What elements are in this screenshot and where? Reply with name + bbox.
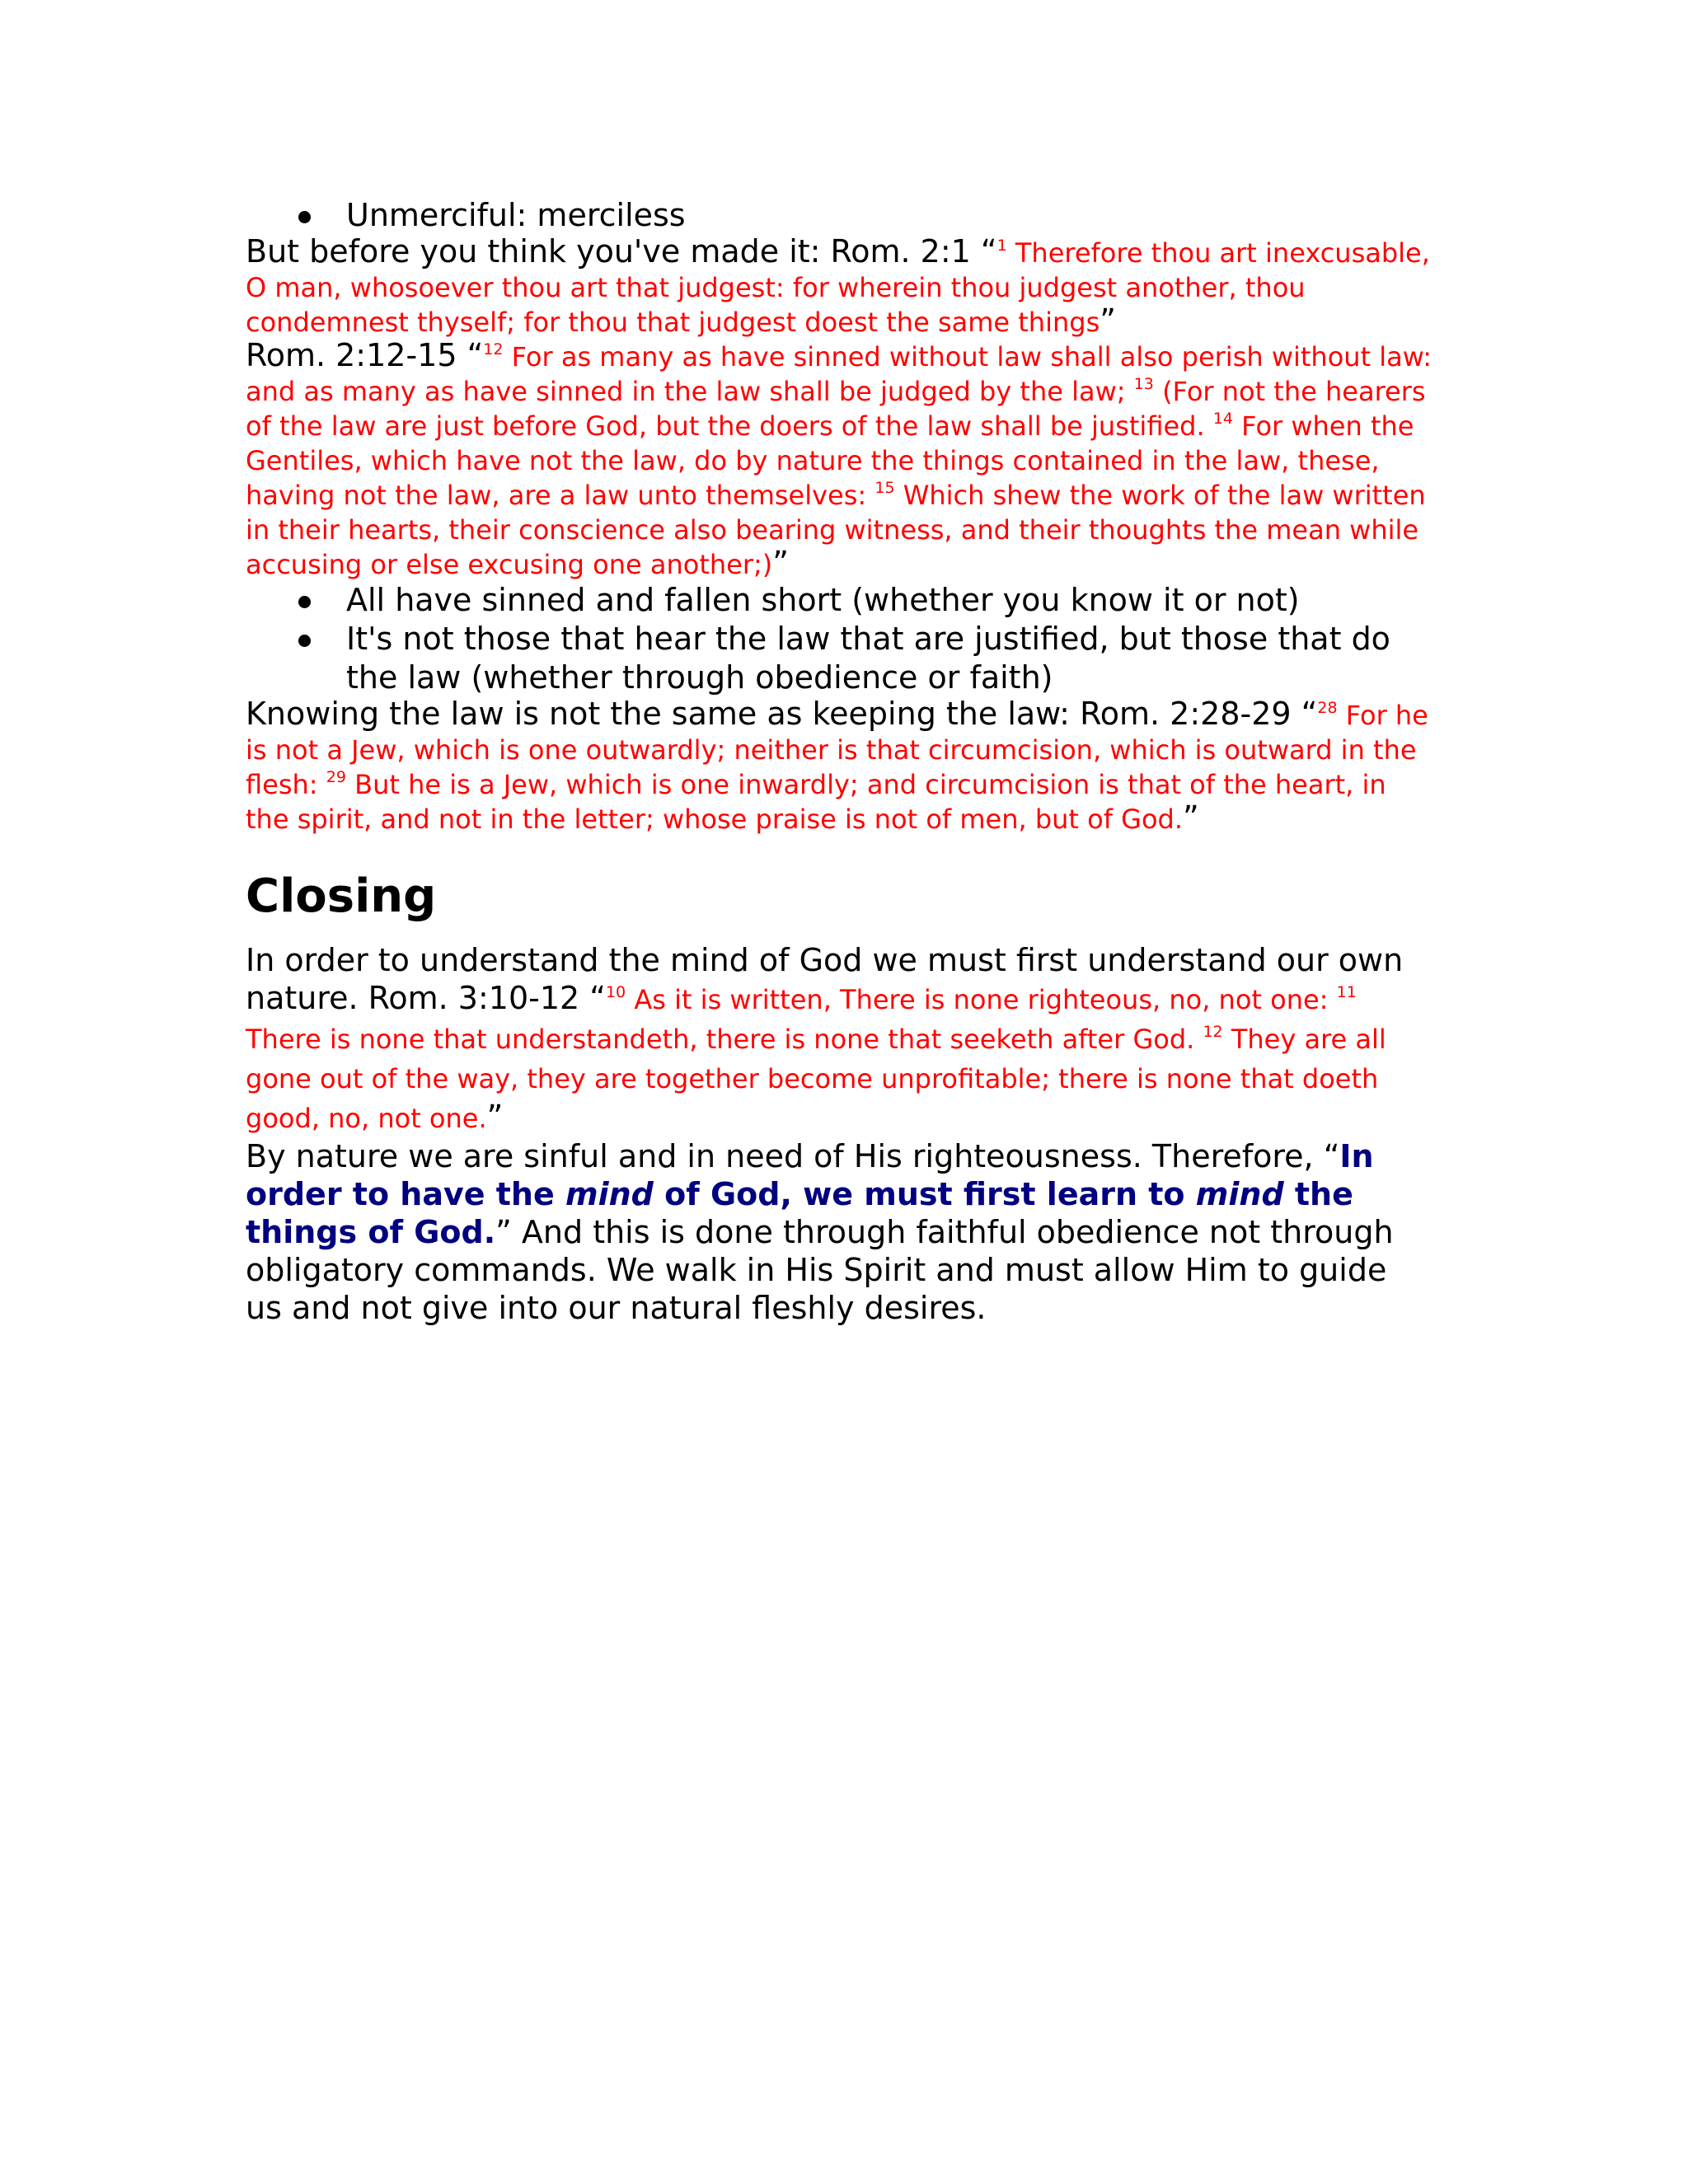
verse-number: 29 — [326, 768, 346, 786]
list-item: Unmerciful: merciless — [246, 196, 1432, 235]
verse-number: 13 — [1133, 375, 1154, 393]
emphasis-word: mind — [565, 1176, 654, 1212]
open-quote: “ — [980, 233, 997, 269]
verse-number: 12 — [1203, 1023, 1223, 1041]
verse-number: 15 — [874, 479, 895, 497]
verse-number: 10 — [605, 983, 626, 1001]
paragraph-rom-2-28-29 — [246, 697, 1432, 836]
paragraph-lead: Rom. 2:12-15 — [246, 337, 467, 373]
paragraph-lead: But before you think you've made it: Rom. 2:1 — [246, 233, 981, 269]
section-heading: Closing — [246, 869, 437, 923]
open-quote: “ — [1301, 696, 1318, 732]
close-quote: ” — [1100, 302, 1116, 339]
verse-text: Which shew the work of the law written in their hearts, their conscience also bearing witness, and their thoughts the mean while accusing or else excusing one another;) — [246, 480, 1426, 580]
bullet-icon — [298, 596, 311, 608]
list-item: It's not those that hear the law that are justified, but those that do the law (whether through obedience or faith) — [246, 620, 1432, 697]
verse-text: Therefore thou art inexcusable, O man, whosoever thou art that judgest: for wherein thou judgest another, thou condemnest thyself; for thou that judgest doest the same things — [246, 237, 1430, 338]
paragraph-closing-1 — [246, 941, 1432, 1137]
document-page — [246, 196, 1432, 1327]
verse-number: 12 — [483, 340, 504, 359]
paragraph-lead: In order to understand the mind of God we must first understand our own nature. Rom. 3:10-12 — [246, 942, 1404, 1016]
verse-text: (For not the hearers of the law are just before God, but the doers of the law shall be justified. — [246, 376, 1426, 442]
close-quote: ” — [772, 545, 789, 581]
paragraph-lead: By nature we are sinful and in need of His righteousness. Therefore, — [246, 1138, 1324, 1174]
verse-text: But he is a Jew, which is one inwardly; and circumcision is that of the heart, in the spirit, and not in the letter; whose praise is not of men, but of God. — [246, 769, 1386, 835]
verse-text: For he is not a Jew, which is one outwardly; neither is that circumcision, which is outward in the flesh: — [246, 700, 1428, 800]
close-quote: ” — [495, 1214, 512, 1250]
verse-text: They are all gone out of the way, they are together become unprofitable; there is none that doeth good, no, not one. — [246, 1024, 1386, 1134]
verse-text: As it is written, There is none righteous, no, not one: — [626, 984, 1337, 1015]
bullet-icon — [298, 211, 311, 223]
verse-number: 28 — [1317, 699, 1338, 717]
emphasis-quote: In order to have the mind of God, we must first learn to mind the things of God. — [246, 1138, 1374, 1250]
paragraph-closing-2 — [246, 1137, 1432, 1327]
paragraph-rom-2-1 — [246, 235, 1432, 339]
close-quote: ” — [1183, 799, 1199, 836]
verse-number: 1 — [996, 237, 1007, 255]
verse-text: There is none that understandeth, there is none that seeketh after God. — [246, 1024, 1203, 1055]
bullet-icon — [298, 635, 311, 647]
paragraph-tail: And this is done through faithful obedience not through obligatory commands. We walk in His Spirit and must allow Him to guide us and not give into our natural fleshly desires. — [246, 1214, 1394, 1326]
bullet-list-top — [246, 196, 1432, 235]
verse-quote — [246, 341, 1432, 580]
list-item: All have sinned and fallen short (whether you know it or not) — [246, 581, 1432, 620]
emphasis-word: mind — [1195, 1176, 1284, 1212]
bullet-list-mid — [246, 581, 1432, 697]
paragraph-lead: Knowing the law is not the same as keeping the law: Rom. 2:28-29 — [246, 696, 1301, 732]
verse-text: For as many as have sinned without law shall also perish without law: and as many as have sinned in the law shall be judged by the law; — [246, 341, 1432, 407]
close-quote: ” — [486, 1099, 504, 1135]
verse-number: 14 — [1212, 410, 1233, 428]
verse-text: For when the Gentiles, which have not the law, do by nature the things contained in the law, these, having not the law, are a law unto themselves: — [246, 410, 1414, 511]
open-quote: “ — [589, 980, 606, 1016]
open-quote: “ — [1323, 1138, 1340, 1174]
verse-number: 11 — [1336, 983, 1357, 1001]
paragraph-rom-2-12-15 — [246, 339, 1432, 581]
open-quote: “ — [467, 337, 484, 373]
